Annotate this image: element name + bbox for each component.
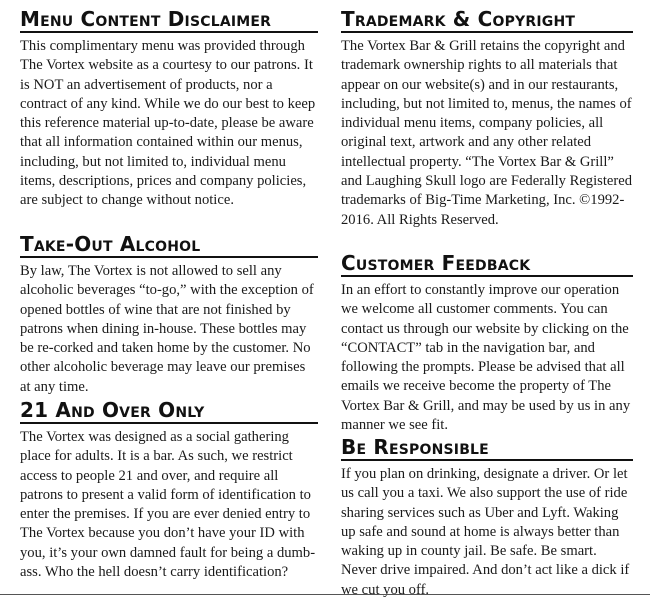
menu-content-disclaimer-section	[20, 8, 318, 211]
trademark-copyright-section	[341, 8, 633, 230]
bottom-divider	[0, 594, 650, 595]
customer-feedback-section	[341, 252, 633, 435]
section-body: The Vortex was designed as a social gathering place for adults. It is a bar. As such, we restrict access to people 21 and over, and require all patrons to present a valid form of identification to enter the premises. If you are ever denied entry to The Vortex because you don’t have your ID with you, it’s your own damned fault for being a dumb-ass. Who the hell doesn’t carry identification?	[20, 429, 316, 581]
section-heading: Customer Feedback	[341, 252, 633, 277]
section-body: This complimentary menu was provided through The Vortex website as a courtesy to our patrons. It is NOT an advertisement of products, nor a contract of any kind. While we do our best to keep this reference material up-to-date, please be aware that all information contained within our menus, including, but not limited to, individual menu items, descriptions, prices and company policies, are subject to change without notice.	[20, 38, 316, 209]
section-heading: Take-Out Alcohol	[20, 233, 318, 258]
section-heading: Menu Content Disclaimer	[20, 8, 318, 33]
section-body: By law, The Vortex is not allowed to sell any alcoholic beverages “to-go,” with the exception of opened bottles of wine that are not finished by patrons when dining in-house. These bottles may be re-corked and taken home by the customer. No other alcoholic beverage may leave our premises at any time.	[20, 263, 314, 395]
section-body: In an effort to constantly improve our operation we welcome all customer comments. You can contact us through our website by clicking on the “CONTACT” tab in the navigation bar, and following the prompts. Please be advised that all emails we receive become the property of The Vortex Bar & Grill, and may be used by us in any manner we see fit.	[341, 282, 631, 434]
take-out-alcohol-section	[20, 233, 318, 397]
21-and-over-only-section	[20, 399, 318, 582]
section-heading: Trademark & Copyright	[341, 8, 633, 33]
section-body: If you plan on drinking, designate a driver. Or let us call you a taxi. We also support the use of ride sharing services such as Uber and Lyft. Waking up safe and sound at home is always better than waking up in county jail. Be safe. Be smart. Never drive impaired. And don’t act like a dick if we cut you off.	[341, 466, 630, 598]
be-responsible-section	[341, 436, 633, 600]
section-body: The Vortex Bar & Grill retains the copyright and trademark ownership rights to all materials that appear on our website(s) and in our restaurants, including, but not limited to, menus, the names of individual menu items, company policies, all original text, artwork and any other related intellectual property. “The Vortex Bar & Grill” and Laughing Skull logo are Federally Registered trademarks of Big-Time Marketing, Inc. ©1992-2016. All Rights Reserved.	[341, 38, 632, 228]
section-heading: 21 And Over Only	[20, 399, 318, 424]
section-heading: Be Responsible	[341, 436, 633, 461]
